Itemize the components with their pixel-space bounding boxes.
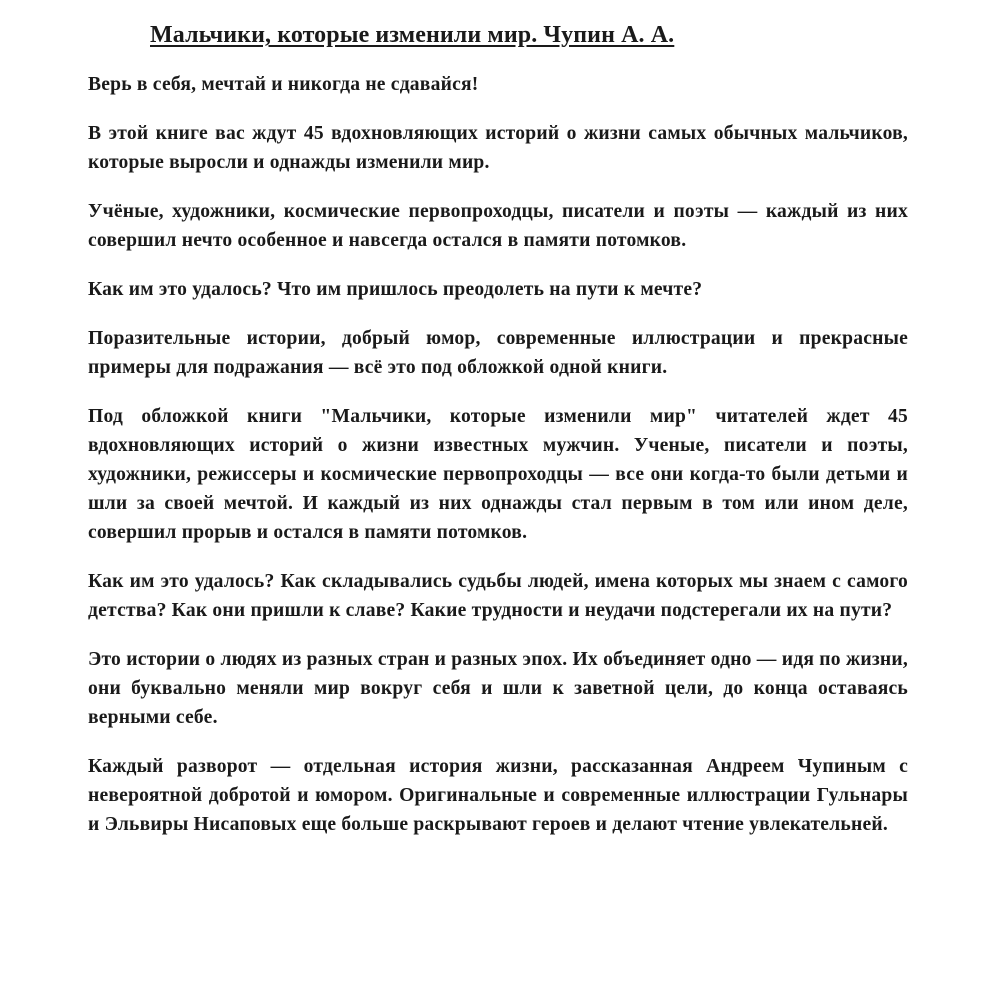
- paragraph-features: Поразительные истории, добрый юмор, современные иллюстрации и прекрасные примеры для подражания — всё это под обложкой одной книги.: [88, 328, 908, 378]
- paragraph-motto: Верь в себя, мечтай и никогда не сдавайся!: [88, 74, 479, 95]
- paragraph-questions: Как им это удалось? Как складывались судьбы людей, имена которых мы знаем с самого детства? Как они пришли к славе? Какие трудности и неудачи подстерегали их на пути?: [88, 571, 908, 621]
- document-body: [88, 70, 908, 839]
- paragraph-question: Как им это удалось? Что им пришлось преодолеть на пути к мечте?: [88, 279, 703, 300]
- paragraph-illustrations: Каждый разворот — отдельная история жизни, рассказанная Андреем Чупиным с невероятной добротой и юмором. Оригинальные и современные иллюстрации Гульнары и Эльвиры Нисаповых еще больше раскрывают героев и делают чтение увлекательней.: [88, 756, 908, 835]
- paragraph-eras: Это истории о людях из разных стран и разных эпох. Их объединяет одно — идя по жизни, они буквально меняли мир вокруг себя и шли к заветной цели, до конца оставаясь верными себе.: [88, 649, 908, 728]
- document-title: Мальчики, которые изменили мир. Чупин А. А.: [150, 22, 675, 48]
- paragraph-description: Под обложкой книги "Мальчики, которые изменили мир" читателей ждет 45 вдохновляющих историй о жизни известных мужчин. Ученые, писатели и поэты, художники, режиссеры и космические первопроходцы — все они когда-то были детьми и шли за своей мечтой. И каждый из них однажды стал первым в том или ином деле, совершил прорыв и остался в памяти потомков.: [88, 406, 908, 543]
- paragraph-professions: Учёные, художники, космические первопроходцы, писатели и поэты — каждый из них совершил нечто особенное и навсегда остался в памяти потомков.: [88, 201, 908, 251]
- paragraph-intro: В этой книге вас ждут 45 вдохновляющих историй о жизни самых обычных мальчиков, которые выросли и однажды изменили мир.: [88, 123, 908, 173]
